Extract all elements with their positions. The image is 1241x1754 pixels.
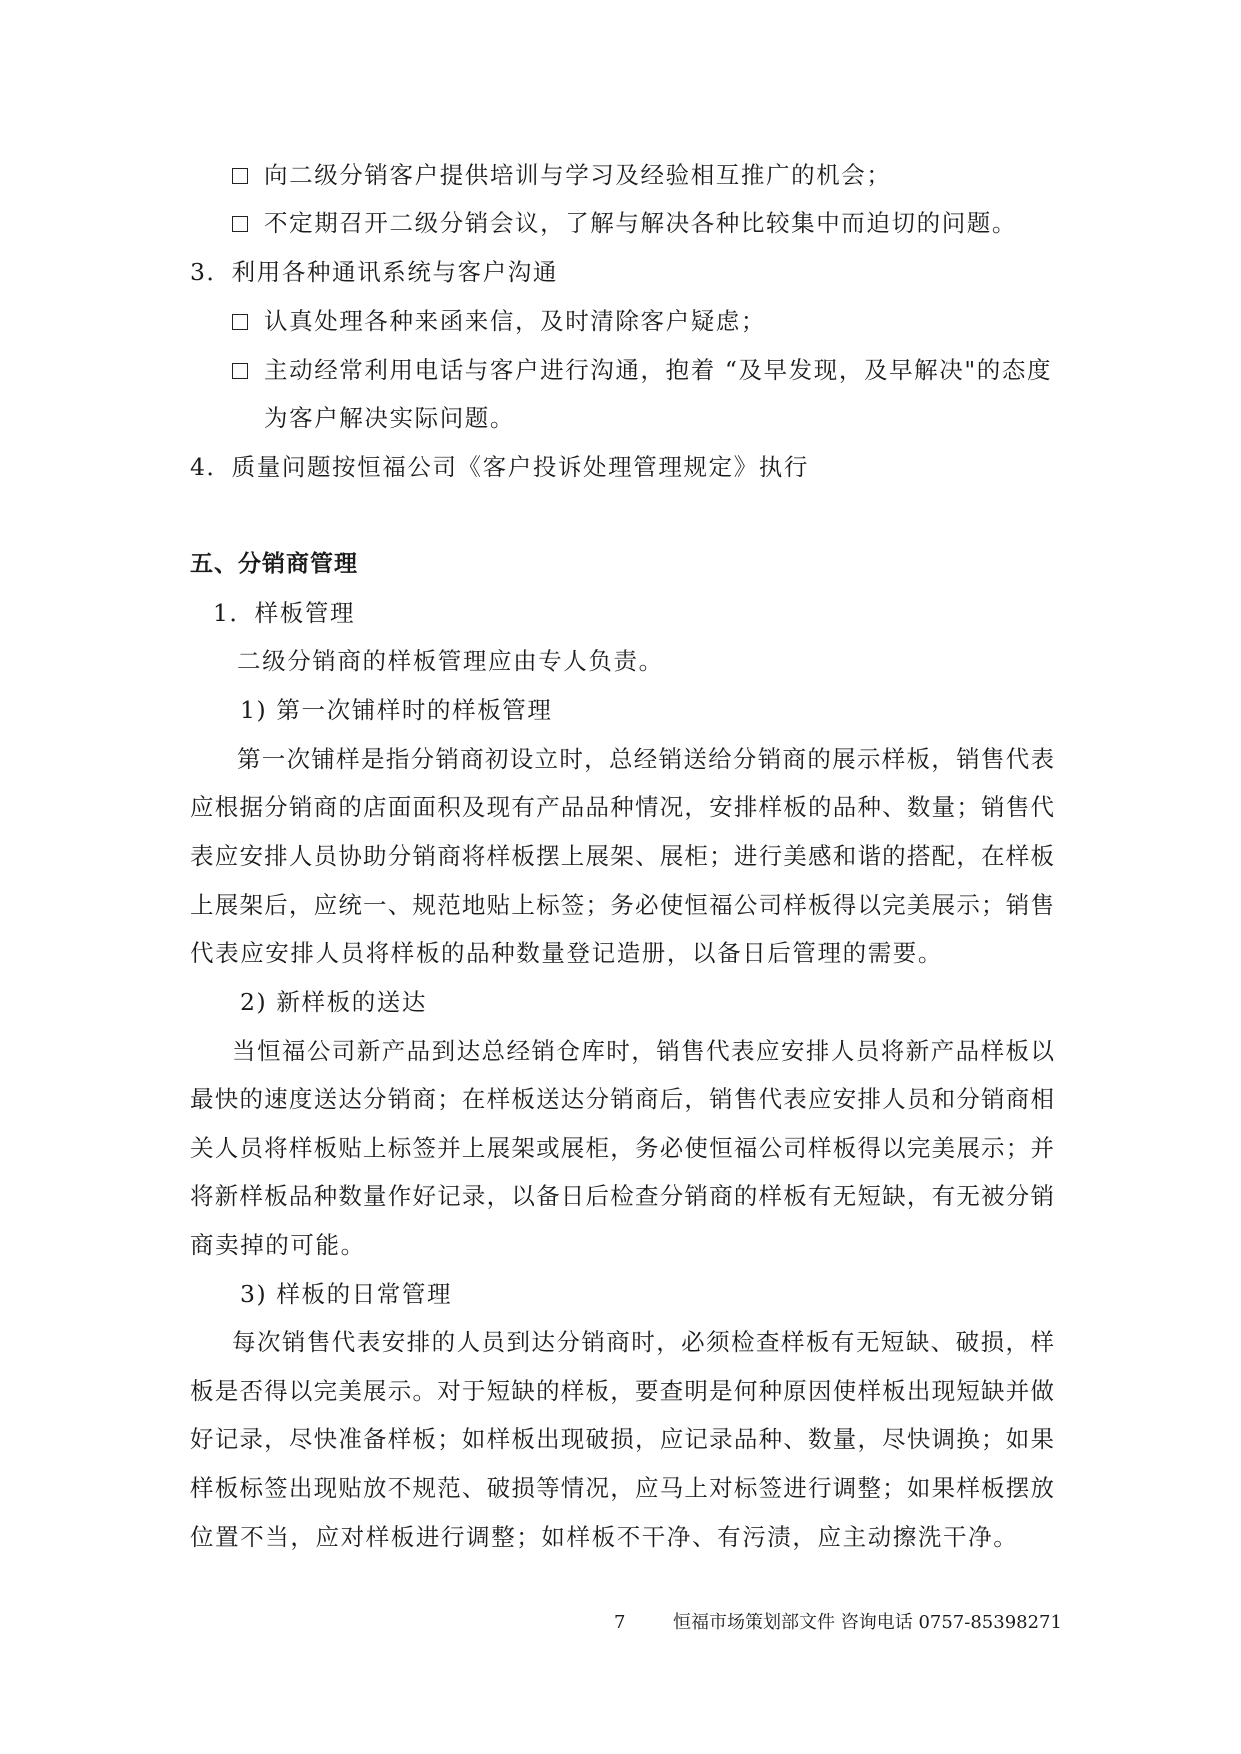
page-number: 7 xyxy=(614,1612,626,1633)
paragraph-line: 表应安排人员协助分销商将样板摆上展架、展柜；进行美感和谐的搭配，在样板 xyxy=(190,842,1054,870)
paragraph-line: 关人员将样板贴上标签并上展架或展柜，务必使恒福公司样板得以完美展示；并 xyxy=(190,1134,1054,1162)
item-heading: 2) 新样板的送达 xyxy=(240,988,427,1016)
checkbox-square-icon xyxy=(232,168,248,184)
section-heading: 3．利用各种通讯系统与客户沟通 xyxy=(190,258,558,286)
subsection-heading: 1．样板管理 xyxy=(213,599,356,627)
paragraph-line: 第一次铺样是指分销商初设立时，总经销送给分销商的展示样板，销售代表 xyxy=(237,745,1054,773)
paragraph-line: 将新样板品种数量作好记录，以备日后检查分销商的样板有无短缺，有无被分销 xyxy=(190,1182,1054,1210)
bullet-line xyxy=(232,306,766,336)
paragraph-line: 每次销售代表安排的人员到达分销商时，必须检查样板有无短缺、破损，样 xyxy=(232,1328,1054,1356)
paragraph-line: 当恒福公司新产品到达总经销仓库时，销售代表应安排人员将新产品样板以 xyxy=(232,1037,1054,1065)
paragraph-line: 样板标签出现贴放不规范、破损等情况，应马上对标签进行调整；如果样板摆放 xyxy=(190,1474,1054,1502)
paragraph-line: 位置不当，应对样板进行调整；如样板不干净、有污渍，应主动擦洗干净。 xyxy=(190,1523,1019,1551)
checkbox-square-icon xyxy=(232,314,248,330)
paragraph-line: 应根据分销商的店面面积及现有产品品种情况，安排样板的品种、数量；销售代 xyxy=(190,793,1054,821)
paragraph-line: 板是否得以完美展示。对于短缺的样板，要查明是何种原因使样板出现短缺并做 xyxy=(190,1377,1054,1405)
section-heading: 4．质量问题按恒福公司《客户投诉处理管理规定》执行 xyxy=(190,453,809,481)
bullet-text: 主动经常利用电话与客户进行沟通，抱着 “及早发现，及早解决"的态度 xyxy=(264,356,1053,384)
bullet-line xyxy=(232,208,1017,238)
bullet-line xyxy=(232,355,1052,385)
bullet-line xyxy=(232,160,892,190)
paragraph-line: 最快的速度送达分销商；在样板送达分销商后，销售代表应安排人员和分销商相 xyxy=(190,1085,1054,1113)
paragraph-line: 上展架后，应统一、规范地贴上标签；务必使恒福公司样板得以完美展示；销售 xyxy=(190,891,1054,919)
paragraph-line: 好记录，尽快准备样板；如样板出现破损，应记录品种、数量，尽快调换；如果 xyxy=(190,1425,1054,1453)
paragraph-line: 商卖掉的可能。 xyxy=(190,1231,366,1259)
paragraph-line: 二级分销商的样板管理应由专人负责。 xyxy=(237,647,664,675)
checkbox-square-icon xyxy=(232,363,248,379)
checkbox-square-icon xyxy=(232,216,248,232)
paragraph-line: 代表应安排人员将样板的品种数量登记造册，以备日后管理的需要。 xyxy=(190,939,943,967)
bullet-text: 向二级分销客户提供培训与学习及经验相互推广的机会； xyxy=(264,161,892,189)
footer-text: 恒福市场策划部文件 咨询电话 0757-85398271 xyxy=(673,1612,1062,1633)
item-heading: 3) 样板的日常管理 xyxy=(240,1280,453,1308)
bullet-text: 认真处理各种来函来信，及时清除客户疑虑； xyxy=(264,307,766,335)
bullet-continuation: 为客户解决实际问题。 xyxy=(264,404,515,432)
chapter-heading: 五、分销商管理 xyxy=(190,551,358,577)
bullet-text: 不定期召开二级分销会议，了解与解决各种比较集中而迫切的问题。 xyxy=(264,209,1017,237)
item-heading: 1) 第一次铺样时的样板管理 xyxy=(240,696,553,724)
